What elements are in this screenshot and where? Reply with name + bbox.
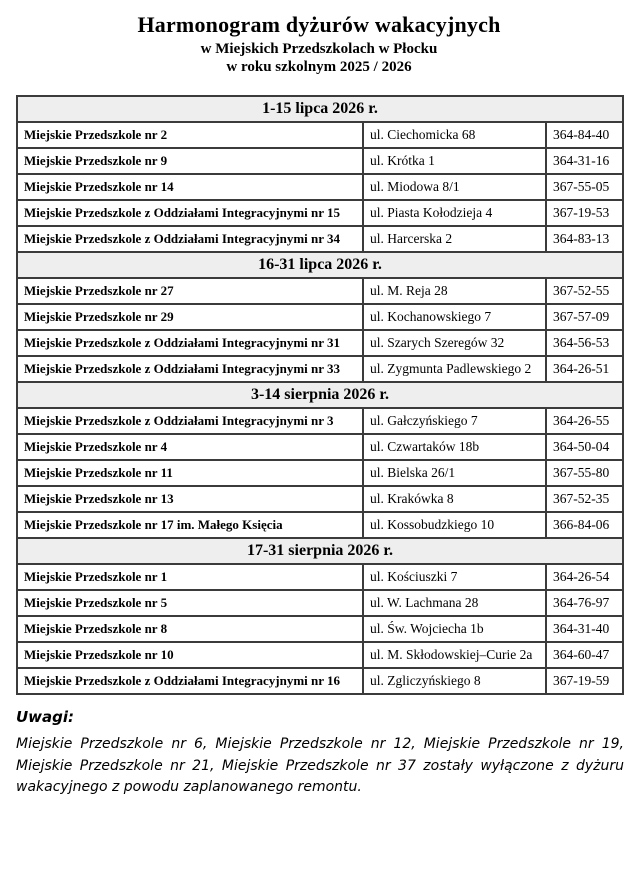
section-header-row <box>17 538 623 564</box>
facility-address-cell: ul. Ciechomicka 68 <box>363 122 546 148</box>
table-row <box>17 590 623 616</box>
table-row <box>17 642 623 668</box>
facility-name-cell: Miejskie Przedszkole z Oddziałami Integracyjnymi nr 31 <box>17 330 363 356</box>
facility-name-cell: Miejskie Przedszkole nr 2 <box>17 122 363 148</box>
facility-phone-cell: 367-19-53 <box>546 200 623 226</box>
facility-name-cell: Miejskie Przedszkole nr 5 <box>17 590 363 616</box>
document-subtitle-location: w Miejskich Przedszkolach w Płocku <box>200 41 438 57</box>
facility-name-cell: Miejskie Przedszkole z Oddziałami Integracyjnymi nr 3 <box>17 408 363 434</box>
table-row <box>17 486 623 512</box>
section-period-label: 1-15 lipca 2026 r. <box>17 96 623 122</box>
facility-phone-cell: 364-31-40 <box>546 616 623 642</box>
facility-phone-cell: 364-56-53 <box>546 330 623 356</box>
table-row <box>17 668 623 694</box>
facility-address-cell: ul. Krakówka 8 <box>363 486 546 512</box>
facility-phone-cell: 364-50-04 <box>546 434 623 460</box>
facility-address-cell: ul. W. Lachmana 28 <box>363 590 546 616</box>
facility-address-cell: ul. Miodowa 8/1 <box>363 174 546 200</box>
table-row <box>17 226 623 252</box>
table-row <box>17 148 623 174</box>
facility-address-cell: ul. Kochanowskiego 7 <box>363 304 546 330</box>
facility-address-cell: ul. Krótka 1 <box>363 148 546 174</box>
notes-text: Miejskie Przedszkole nr 6, Miejskie Przedszkole nr 12, Miejskie Przedszkole nr 19, Miejskie Przedszkole nr 21, Miejskie Przedszkole nr 37 zostały wyłączone z dyżuru wakacyjnego z powodu zaplanowanego remontu. <box>16 736 624 796</box>
facility-phone-cell: 364-31-16 <box>546 148 623 174</box>
table-row <box>17 122 623 148</box>
facility-phone-cell: 367-55-05 <box>546 174 623 200</box>
table-row <box>17 408 623 434</box>
facility-name-cell: Miejskie Przedszkole nr 11 <box>17 460 363 486</box>
duty-schedule-table <box>16 95 624 695</box>
table-row <box>17 304 623 330</box>
table-row <box>17 434 623 460</box>
facility-name-cell: Miejskie Przedszkole z Oddziałami Integracyjnymi nr 16 <box>17 668 363 694</box>
facility-phone-cell: 364-76-97 <box>546 590 623 616</box>
facility-address-cell: ul. M. Reja 28 <box>363 278 546 304</box>
notes-heading: Uwagi: <box>16 708 75 726</box>
facility-address-cell: ul. Piasta Kołodzieja 4 <box>363 200 546 226</box>
facility-phone-cell: 367-52-35 <box>546 486 623 512</box>
facility-address-cell: ul. M. Skłodowskiej–Curie 2a <box>363 642 546 668</box>
facility-phone-cell: 367-57-09 <box>546 304 623 330</box>
table-row <box>17 356 623 382</box>
section-period-label: 3-14 sierpnia 2026 r. <box>17 382 623 408</box>
facility-name-cell: Miejskie Przedszkole nr 1 <box>17 564 363 590</box>
facility-name-cell: Miejskie Przedszkole z Oddziałami Integracyjnymi nr 15 <box>17 200 363 226</box>
facility-phone-cell: 367-52-55 <box>546 278 623 304</box>
facility-address-cell: ul. Kossobudzkiego 10 <box>363 512 546 538</box>
table-row <box>17 564 623 590</box>
table-row <box>17 174 623 200</box>
facility-name-cell: Miejskie Przedszkole z Oddziałami Integracyjnymi nr 33 <box>17 356 363 382</box>
table-row <box>17 460 623 486</box>
table-row <box>17 616 623 642</box>
facility-phone-cell: 364-26-54 <box>546 564 623 590</box>
duty-schedule-body <box>17 96 623 694</box>
facility-name-cell: Miejskie Przedszkole nr 13 <box>17 486 363 512</box>
table-row <box>17 200 623 226</box>
document-title: Harmonogram dyżurów wakacyjnych <box>137 12 501 37</box>
section-period-label: 17-31 sierpnia 2026 r. <box>17 538 623 564</box>
facility-address-cell: ul. Zygmunta Padlewskiego 2 <box>363 356 546 382</box>
facility-name-cell: Miejskie Przedszkole z Oddziałami Integracyjnymi nr 34 <box>17 226 363 252</box>
document-header <box>16 12 622 76</box>
table-row <box>17 278 623 304</box>
facility-phone-cell: 364-83-13 <box>546 226 623 252</box>
facility-address-cell: ul. Zgliczyńskiego 8 <box>363 668 546 694</box>
facility-phone-cell: 364-26-51 <box>546 356 623 382</box>
document-subtitle-year: w roku szkolnym 2025 / 2026 <box>226 59 412 75</box>
table-row <box>17 330 623 356</box>
section-header-row <box>17 96 623 122</box>
facility-name-cell: Miejskie Przedszkole nr 17 im. Małego Księcia <box>17 512 363 538</box>
facility-phone-cell: 364-60-47 <box>546 642 623 668</box>
facility-name-cell: Miejskie Przedszkole nr 27 <box>17 278 363 304</box>
section-period-label: 16-31 lipca 2026 r. <box>17 252 623 278</box>
table-row <box>17 512 623 538</box>
facility-address-cell: ul. Czwartaków 18b <box>363 434 546 460</box>
facility-name-cell: Miejskie Przedszkole nr 4 <box>17 434 363 460</box>
facility-name-cell: Miejskie Przedszkole nr 14 <box>17 174 363 200</box>
facility-address-cell: ul. Kościuszki 7 <box>363 564 546 590</box>
facility-name-cell: Miejskie Przedszkole nr 9 <box>17 148 363 174</box>
facility-phone-cell: 366-84-06 <box>546 512 623 538</box>
facility-name-cell: Miejskie Przedszkole nr 10 <box>17 642 363 668</box>
facility-phone-cell: 367-55-80 <box>546 460 623 486</box>
facility-address-cell: ul. Św. Wojciecha 1b <box>363 616 546 642</box>
facility-phone-cell: 364-26-55 <box>546 408 623 434</box>
section-header-row <box>17 252 623 278</box>
facility-name-cell: Miejskie Przedszkole nr 29 <box>17 304 363 330</box>
facility-address-cell: ul. Bielska 26/1 <box>363 460 546 486</box>
notes-section <box>16 708 624 799</box>
facility-address-cell: ul. Gałczyńskiego 7 <box>363 408 546 434</box>
facility-name-cell: Miejskie Przedszkole nr 8 <box>17 616 363 642</box>
facility-address-cell: ul. Harcerska 2 <box>363 226 546 252</box>
facility-phone-cell: 367-19-59 <box>546 668 623 694</box>
facility-address-cell: ul. Szarych Szeregów 32 <box>363 330 546 356</box>
section-header-row <box>17 382 623 408</box>
facility-phone-cell: 364-84-40 <box>546 122 623 148</box>
